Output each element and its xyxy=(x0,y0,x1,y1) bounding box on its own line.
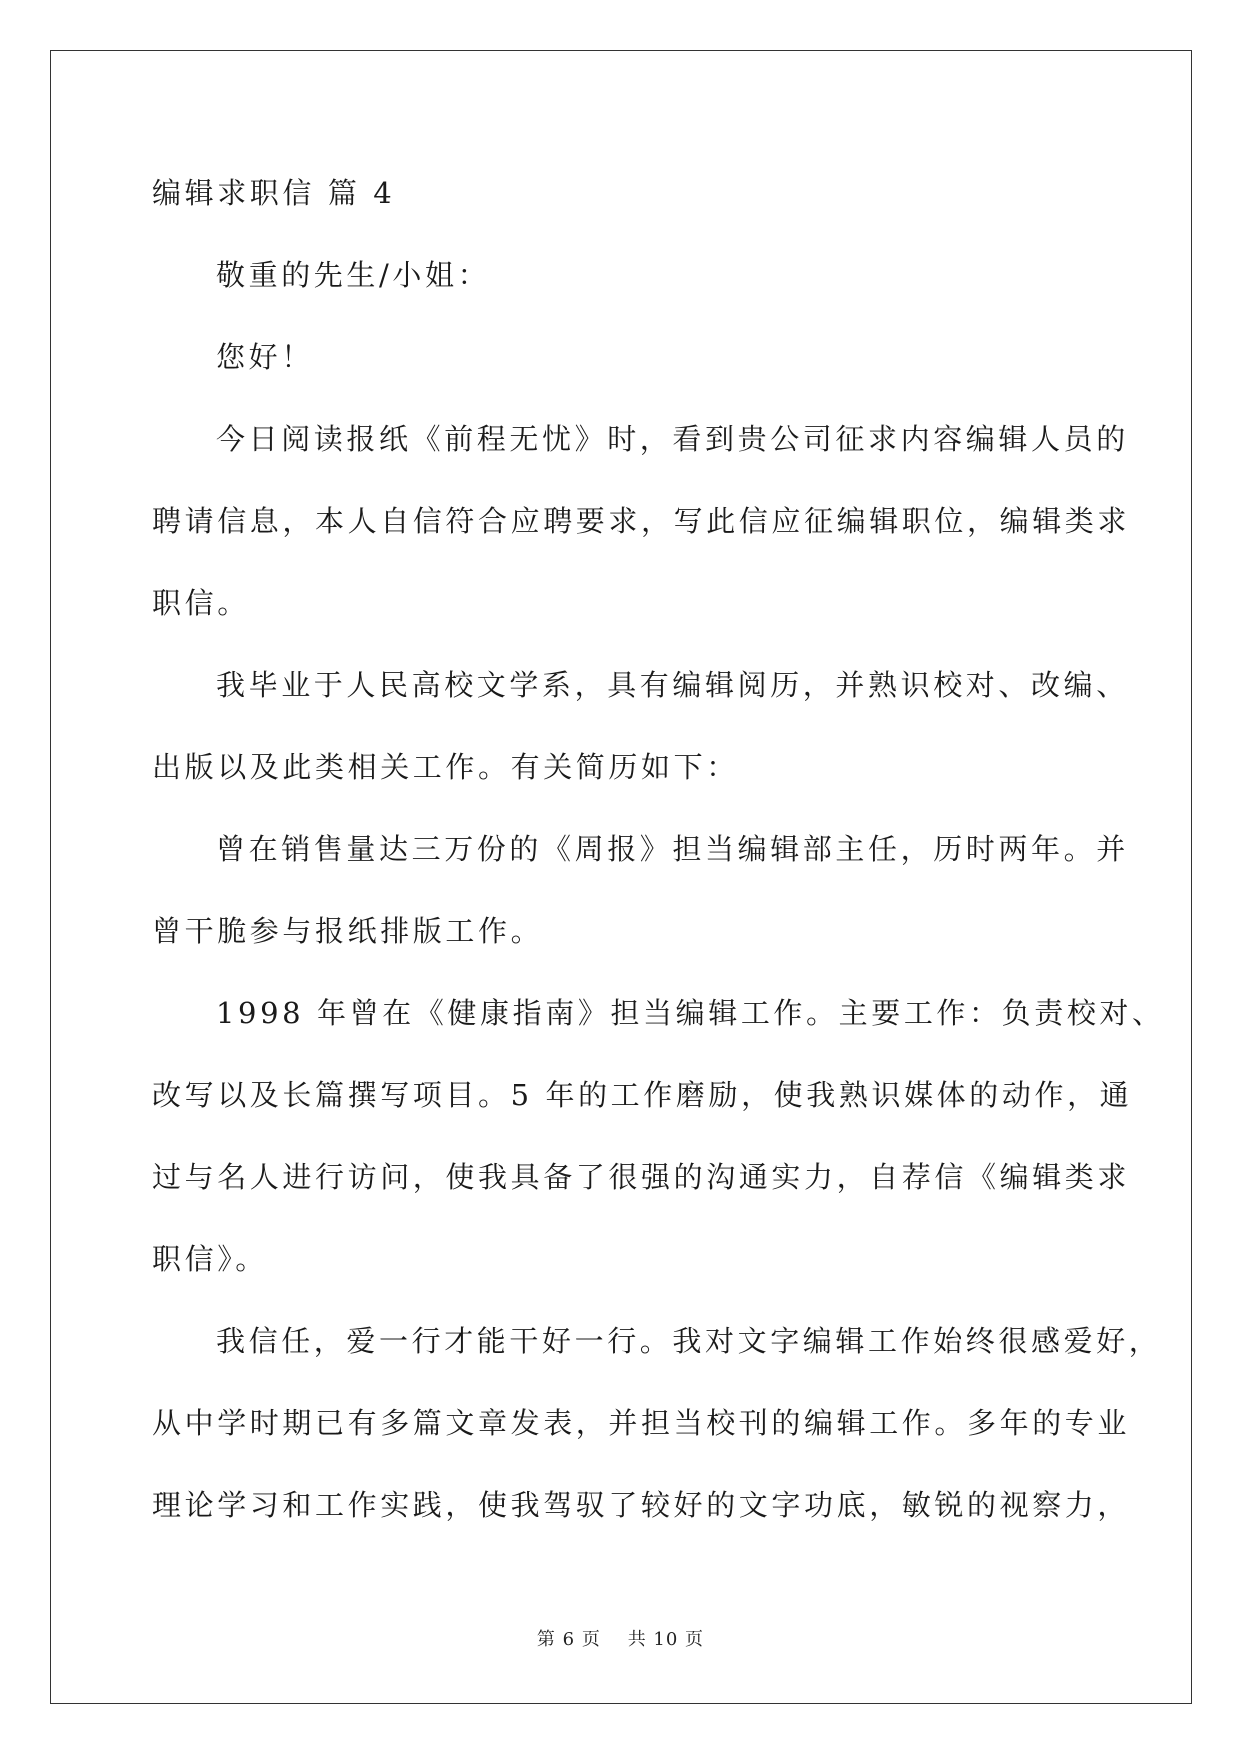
text-line: 敬重的先生/小姐： xyxy=(216,258,491,292)
text-line: 从中学时期已有多篇文章发表，并担当校刊的编辑工作。多年的专业 xyxy=(152,1406,1131,1440)
text-line: 您好！ xyxy=(216,340,314,374)
text-line: 我毕业于人民高校文学系，具有编辑阅历，并熟识校对、改编、 xyxy=(216,668,1129,702)
text-line: 出版以及此类相关工作。有关简历如下： xyxy=(152,750,739,784)
page-footer xyxy=(0,1625,1241,1651)
text-line: 过与名人进行访问，使我具备了很强的沟通实力，自荐信《编辑类求 xyxy=(152,1160,1131,1194)
text-line: 1998 年曾在《健康指南》担当编辑工作。主要工作：负责校对、 xyxy=(216,996,1165,1030)
text-line: 我信任，爱一行才能干好一行。我对文字编辑工作始终很感爱好， xyxy=(216,1324,1162,1358)
paragraph-lines xyxy=(152,240,1165,1552)
text-line: 理论学习和工作实践，使我驾驭了较好的文字功底，敏锐的视察力， xyxy=(152,1488,1131,1522)
document-heading: 编辑求职信 篇 4 xyxy=(152,176,396,210)
document-body xyxy=(152,158,1165,1552)
text-line: 聘请信息，本人自信符合应聘要求，写此信应征编辑职位，编辑类求 xyxy=(152,504,1131,538)
text-line: 职信。 xyxy=(152,586,250,620)
page-number: 第 6 页 共 10 页 xyxy=(536,1629,705,1650)
text-line: 改写以及长篇撰写项目。5 年的工作磨励，使我熟识媒体的动作，通 xyxy=(152,1078,1133,1112)
text-line: 曾在销售量达三万份的《周报》担当编辑部主任，历时两年。并 xyxy=(216,832,1129,866)
text-line: 今日阅读报纸《前程无忧》时，看到贵公司征求内容编辑人员的 xyxy=(216,422,1129,456)
text-line: 职信》。 xyxy=(152,1242,268,1276)
text-line: 曾干脆参与报纸排版工作。 xyxy=(152,914,544,948)
